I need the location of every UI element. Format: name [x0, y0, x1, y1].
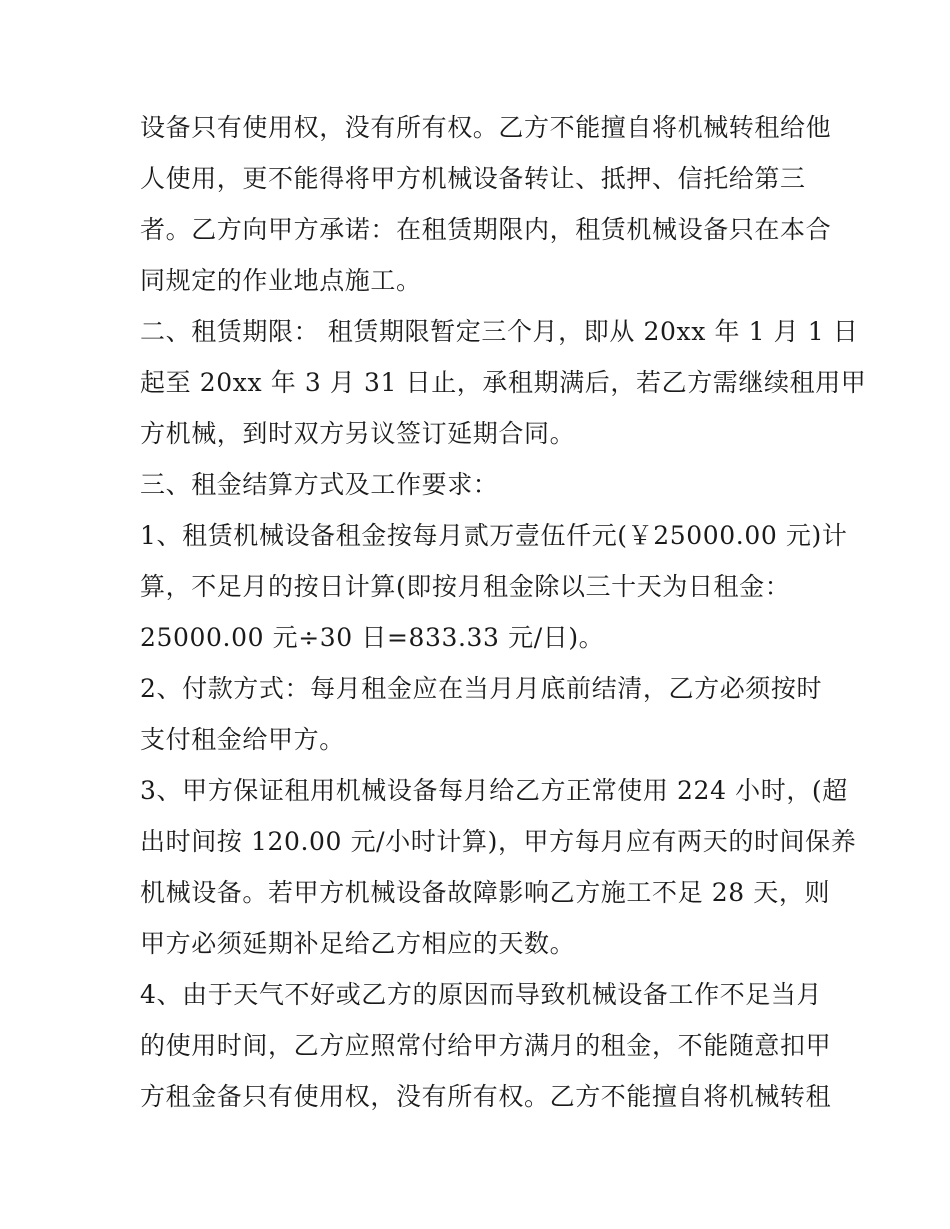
clause-3-line: 甲方必须延期补足给乙方相应的天数。: [140, 929, 576, 958]
text-line: 同规定的作业地点施工。: [140, 266, 422, 295]
clause-3-line: 出时间按 120.00 元/小时计算)，甲方每月应有两天的时间保养: [140, 827, 857, 856]
section-heading-rent-settlement: 三、租金结算方式及工作要求：: [140, 470, 499, 499]
text-line: 者。乙方向甲方承诺：在租赁期限内，租赁机械设备只在本合: [140, 215, 832, 244]
clause-1-line: 25000.00 元÷30 日=833.33 元/日)。: [140, 623, 605, 652]
clause-1-line: 算，不足月的按日计算(即按月租金除以三十天为日租金：: [140, 572, 791, 601]
clause-4-line: 4、由于天气不好或乙方的原因而导致机械设备工作不足当月: [140, 980, 823, 1009]
text-line: 方机械，到时双方另议签订延期合同。: [140, 419, 576, 448]
clause-3-line: 3、甲方保证租用机械设备每月给乙方正常使用 224 小时，(超: [140, 776, 848, 805]
section-heading-lease-term: 二、租赁期限： 租赁期限暂定三个月，即从 20xx 年 1 月 1 日: [140, 317, 859, 346]
clause-2-line: 支付租金给甲方。: [140, 725, 345, 754]
clause-1-line: 1、租赁机械设备租金按每月贰万壹伍仟元(￥25000.00 元)计: [140, 521, 848, 550]
clause-4-line: 方租金备只有使用权，没有所有权。乙方不能擅自将机械转租: [140, 1082, 832, 1111]
clause-4-line: 的使用时间，乙方应照常付给甲方满月的租金，不能随意扣甲: [140, 1031, 832, 1060]
text-line: 人使用，更不能得将甲方机械设备转让、抵押、信托给第三: [140, 164, 806, 193]
clause-2-line: 2、付款方式：每月租金应在当月月底前结清，乙方必须按时: [140, 674, 823, 703]
contract-text-body: [140, 102, 867, 1122]
text-line: 起至 20xx 年 3 月 31 日止，承租期满后，若乙方需继续租用甲: [140, 368, 867, 397]
text-line: 设备只有使用权，没有所有权。乙方不能擅自将机械转租给他: [140, 113, 832, 142]
clause-3-line: 机械设备。若甲方机械设备故障影响乙方施工不足 28 天，则: [140, 878, 831, 907]
